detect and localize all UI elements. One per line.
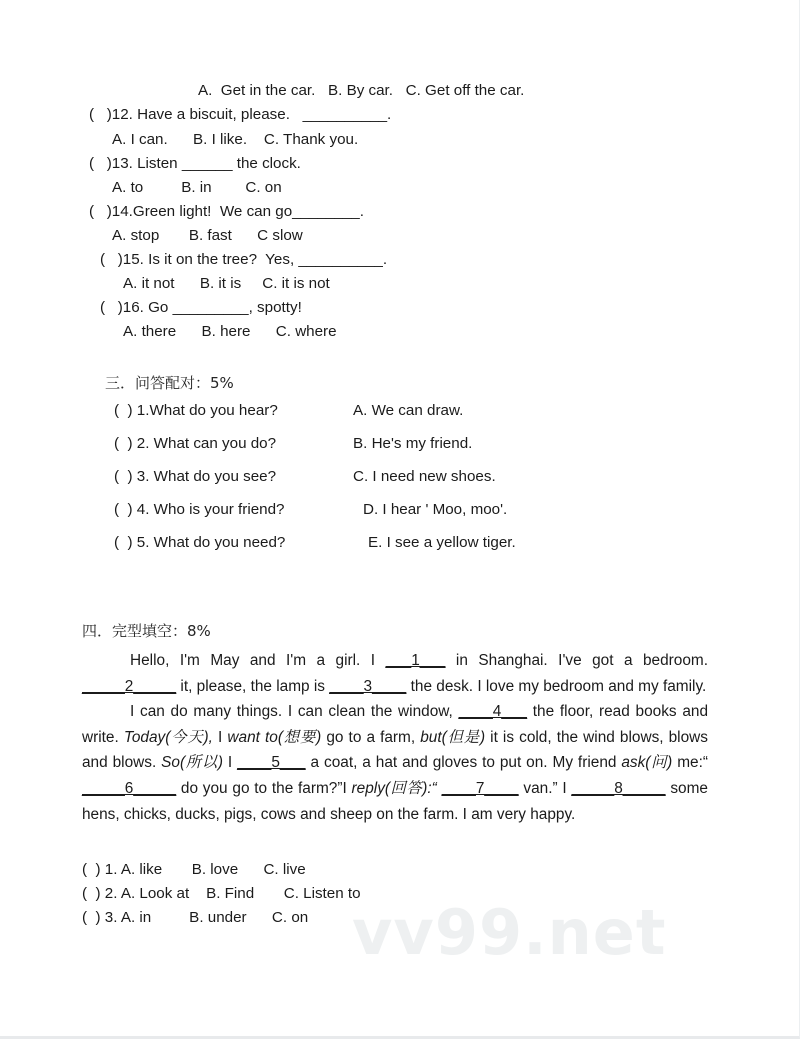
p2-text-5: it is cold, the wind blows, blows and blows. xyxy=(82,728,708,772)
p1-text-1: Hello, I'm May and I'm a girl. I xyxy=(130,652,386,669)
question-13-stem: ( )13. Listen ______ the clock. xyxy=(89,155,301,172)
p2-text-2: the floor, read books and write. xyxy=(82,703,709,746)
cloze-blank-2: _____2_____ xyxy=(82,677,177,695)
question-16-stem: ( )16. Go _________, spotty! xyxy=(100,299,302,316)
cloze-blank-7: ____7____ xyxy=(441,779,519,797)
gloss-wantto-en: want to( xyxy=(227,728,283,746)
question-15-options: A. it not B. it is C. it is not xyxy=(123,275,330,292)
p2-text-10: van.” I xyxy=(518,779,572,797)
match-answer-c: C. I need new shoes. xyxy=(353,468,496,485)
gloss-so-en: So( xyxy=(161,754,186,772)
cloze-option-row-3: ( ) 3. A. in B. under C. on xyxy=(82,909,309,926)
gloss-reply-end: ):“ xyxy=(422,779,442,797)
match-answer-e: E. I see a yellow tiger. xyxy=(368,534,516,551)
cloze-blank-3: ____3____ xyxy=(329,677,407,695)
p2-text-11: some hens, chicks, ducks, pigs, cows and sheep on the farm. I am very happy. xyxy=(82,779,708,823)
gloss-today-end: ), xyxy=(203,728,219,746)
gloss-wantto-end: ) xyxy=(316,728,327,746)
question-14-options: A. stop B. fast C slow xyxy=(112,227,303,244)
cloze-blank-4: ____4___ xyxy=(458,703,528,721)
gloss-so-end: ) xyxy=(217,754,228,772)
question-13-options: A. to B. in C. on xyxy=(112,179,282,196)
p1-text-2: in Shanghai. I've got a bedroom. xyxy=(445,652,709,669)
question-14-stem: ( )14.Green light! We can go________. xyxy=(89,203,364,220)
match-answer-a: A. We can draw. xyxy=(353,402,464,419)
cloze-paragraph-1 xyxy=(82,648,708,699)
gloss-but-end: ) xyxy=(479,728,491,746)
p2-text-3: I xyxy=(218,728,228,746)
p1-text-3: it, please, the lamp is xyxy=(176,677,330,695)
match-answer-d: D. I hear ' Moo, moo'. xyxy=(363,501,508,518)
gloss-but-cn: 但是 xyxy=(446,727,480,746)
gloss-ask-end: ) xyxy=(667,754,678,772)
match-question-3: ( ) 3. What do you see? xyxy=(114,468,277,485)
p2-text-8: me:“ xyxy=(677,754,708,772)
section-four-heading: 四．完型填空：8% xyxy=(82,622,211,640)
gloss-reply-en: reply( xyxy=(351,779,391,797)
match-question-2: ( ) 2. What can you do? xyxy=(114,435,277,452)
question-11-options: A. Get in the car. B. By car. C. Get off the car. xyxy=(198,82,525,99)
gloss-ask-en: ask( xyxy=(621,754,651,772)
match-question-4: ( ) 4. Who is your friend? xyxy=(114,501,285,518)
match-answer-b: B. He's my friend. xyxy=(353,435,473,452)
p1-text-4: the desk. I love my bedroom and my family. xyxy=(406,677,707,695)
p2-text-7: a coat, a hat and gloves to put on. My friend xyxy=(305,754,622,772)
cloze-passage xyxy=(82,648,708,827)
cloze-blank-5: ____5___ xyxy=(237,754,306,772)
gloss-so-cn: 所以 xyxy=(185,753,218,772)
gloss-reply-cn: 回答 xyxy=(390,778,423,797)
p2-text-4: go to a farm, xyxy=(326,728,421,746)
gloss-but-en: but( xyxy=(420,728,447,746)
question-15-stem: ( )15. Is it on the tree? Yes, __________. xyxy=(100,251,388,268)
p2-text-6: I xyxy=(227,754,238,772)
p2-text-9: do you go to the farm?”I xyxy=(176,779,352,797)
cloze-option-row-2: ( ) 2. A. Look at B. Find C. Listen to xyxy=(82,885,361,902)
gloss-today-cn: 今天 xyxy=(170,727,204,746)
match-question-1: ( ) 1.What do you hear? xyxy=(114,402,278,419)
site-watermark: vv99.net xyxy=(352,896,667,969)
question-12-stem: ( )12. Have a biscuit, please. __________. xyxy=(89,106,392,123)
cloze-blank-6: _____6_____ xyxy=(82,779,177,797)
gloss-wantto-cn: 想要 xyxy=(282,727,317,746)
cloze-blank-1: ___1___ xyxy=(385,652,446,669)
gloss-today-en: Today( xyxy=(123,728,171,746)
cloze-option-row-1: ( ) 1. A. like B. love C. live xyxy=(82,861,306,878)
question-16-options: A. there B. here C. where xyxy=(123,323,337,340)
match-question-5: ( ) 5. What do you need? xyxy=(114,534,286,551)
cloze-paragraph-2 xyxy=(82,699,708,827)
p2-text-1: I can do many things. I can clean the window, xyxy=(130,703,459,721)
gloss-ask-cn: 问 xyxy=(650,753,668,772)
question-12-options: A. I can. B. I like. C. Thank you. xyxy=(112,131,359,148)
cloze-blank-8: _____8_____ xyxy=(571,779,666,797)
section-three-heading: 三．问答配对：5% xyxy=(105,374,234,392)
